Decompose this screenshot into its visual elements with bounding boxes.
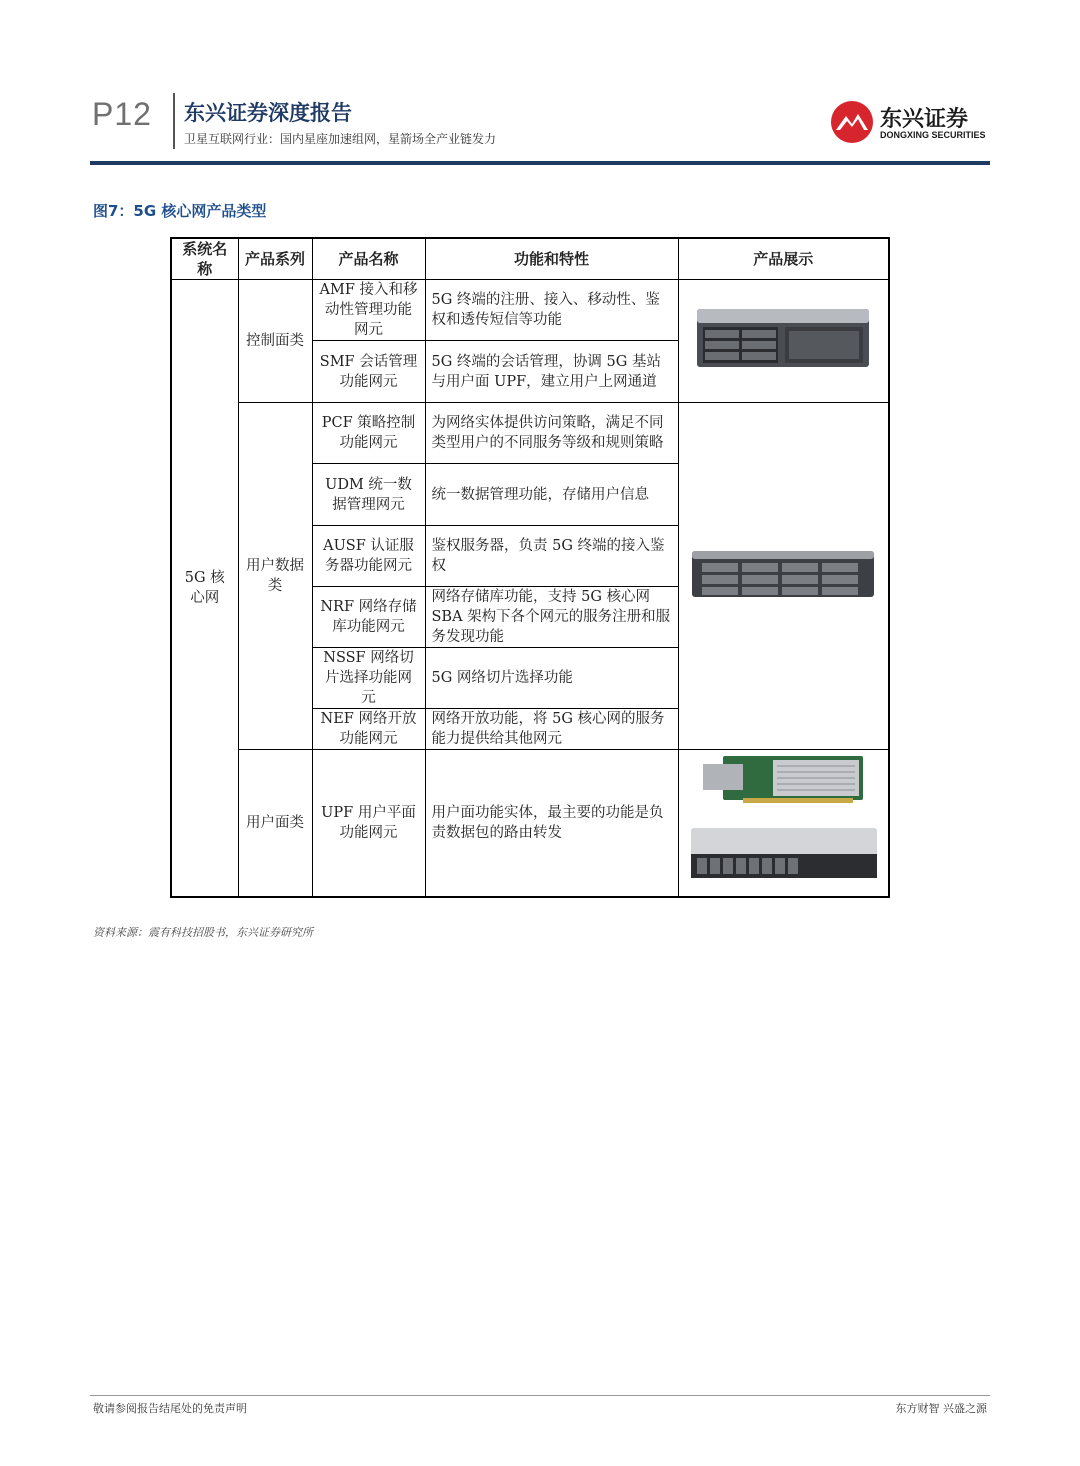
page-number: P12 — [92, 96, 152, 132]
header-rule — [90, 161, 990, 165]
logo-name-en: DONGXING SECURITIES — [880, 130, 986, 140]
series-cell: 控制面类 — [238, 280, 312, 403]
header-product: 产品名称 — [312, 238, 425, 280]
product-name-cell: UDM 统一数据管理网元 — [312, 464, 425, 526]
feature-cell: 5G 网络切片选择功能 — [425, 648, 678, 709]
product-name-cell: NSSF 网络切片选择功能网元 — [312, 648, 425, 709]
company-logo — [830, 100, 990, 144]
figure-title: 图7：5G 核心网产品类型 — [93, 202, 267, 220]
series-cell: 用户面类 — [238, 750, 312, 898]
figure-source: 资料来源：震有科技招股书，东兴证券研究所 — [93, 926, 313, 939]
table-row — [171, 403, 889, 464]
feature-cell: 用户面功能实体，最主要的功能是负责数据包的路由转发 — [425, 750, 678, 898]
series-cell: 用户数据类 — [238, 403, 312, 750]
storage-server-image — [688, 543, 878, 603]
page-header — [0, 0, 1080, 170]
product-name-cell: AUSF 认证服务器功能网元 — [312, 526, 425, 587]
rack-server-image — [693, 303, 873, 373]
header-system: 系统名称 — [171, 238, 238, 280]
report-subtitle: 卫星互联网行业：国内星座加速组网，星箭场全产业链发力 — [184, 132, 497, 146]
feature-cell: 为网络实体提供访问策略，满足不同类型用户的不同服务等级和规则策略 — [425, 403, 678, 464]
table-row — [171, 750, 889, 898]
server-image-cell — [678, 403, 889, 750]
network-card-and-server-image — [683, 750, 883, 890]
product-name-cell: NEF 网络开放功能网元 — [312, 709, 425, 750]
feature-cell: 网络存储库功能，支持 5G 核心网 SBA 架构下各个网元的服务注册和服务发现功能 — [425, 587, 678, 648]
server-image-cell — [678, 280, 889, 403]
header-display: 产品展示 — [678, 238, 889, 280]
feature-cell: 网络开放功能，将 5G 核心网的服务能力提供给其他网元 — [425, 709, 678, 750]
header-series: 产品系列 — [238, 238, 312, 280]
disclaimer-note: 敬请参阅报告结尾处的免责声明 — [93, 1402, 247, 1415]
product-name-cell: PCF 策略控制功能网元 — [312, 403, 425, 464]
report-title: 东兴证券深度报告 — [184, 101, 352, 125]
company-slogan: 东方财智 兴盛之源 — [895, 1402, 987, 1415]
server-image-cell — [678, 750, 889, 898]
product-name-cell: AMF 接入和移动性管理功能网元 — [312, 280, 425, 341]
product-name-cell: UPF 用户平面功能网元 — [312, 750, 425, 898]
header-divider — [173, 93, 175, 149]
feature-cell: 5G 终端的注册、接入、移动性、鉴权和透传短信等功能 — [425, 280, 678, 341]
feature-cell: 5G 终端的会话管理，协调 5G 基站与用户面 UPF，建立用户上网通道 — [425, 341, 678, 403]
system-name-cell: 5G 核心网 — [171, 280, 238, 898]
product-name-cell: SMF 会话管理功能网元 — [312, 341, 425, 403]
table-header-row — [171, 238, 889, 280]
product-table — [170, 237, 890, 898]
feature-cell: 统一数据管理功能，存储用户信息 — [425, 464, 678, 526]
footer-rule — [90, 1395, 990, 1396]
logo-name-cn: 东兴证券 — [880, 107, 969, 132]
table-row — [171, 280, 889, 341]
header-feature: 功能和特性 — [425, 238, 678, 280]
product-name-cell: NRF 网络存储库功能网元 — [312, 587, 425, 648]
feature-cell: 鉴权服务器，负责 5G 终端的接入鉴权 — [425, 526, 678, 587]
logo-mark-icon — [830, 100, 874, 144]
